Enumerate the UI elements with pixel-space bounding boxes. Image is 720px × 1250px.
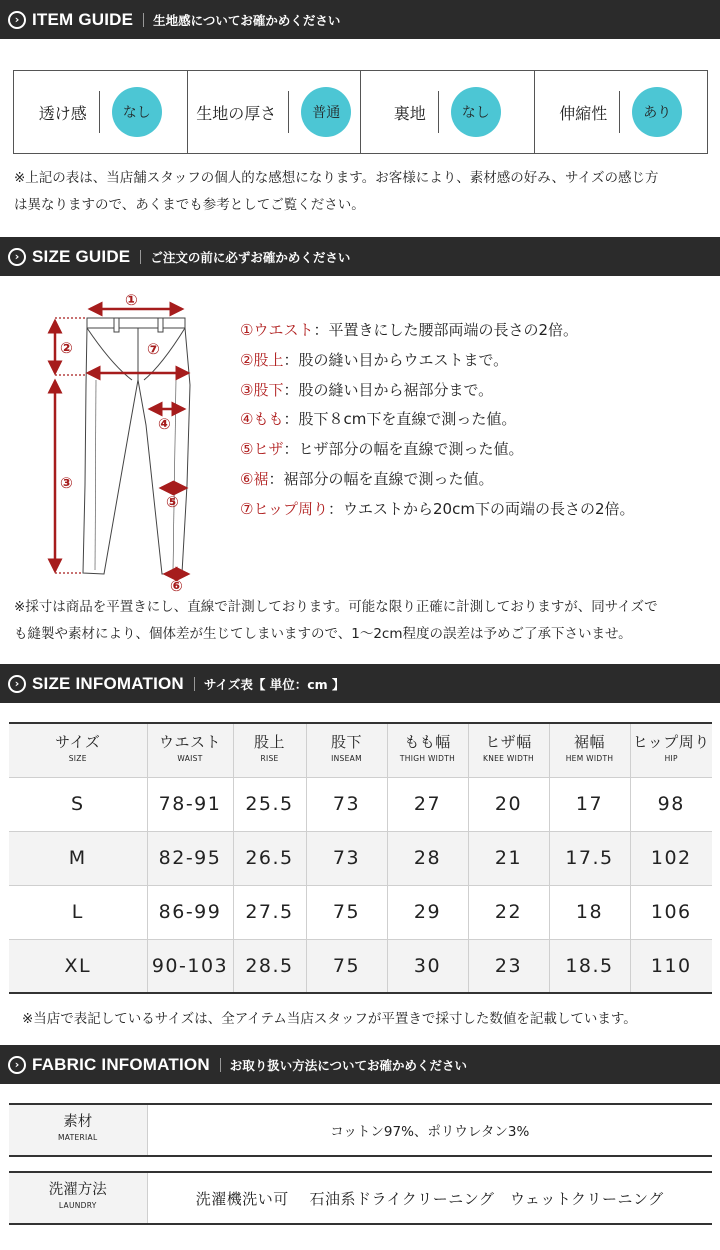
item-guide-header bbox=[0, 0, 720, 39]
chevron-right-icon: › bbox=[8, 248, 26, 266]
section-title: ITEM GUIDE bbox=[32, 9, 134, 29]
pants-measurement-diagram bbox=[40, 285, 210, 595]
table-header-row bbox=[9, 723, 712, 777]
laundry-label: 洗濯方法 LAUNDRY bbox=[9, 1172, 147, 1224]
header-cell: 股上 RISE bbox=[233, 723, 306, 777]
guide-label: 透け感 bbox=[38, 103, 87, 123]
section-subtitle: お取り扱い方法についてお確かめください bbox=[229, 1057, 468, 1073]
legend-item-hip: ⑦ヒップ周り：ウエストから20cm下の両端の長さの2倍。 bbox=[240, 499, 635, 518]
section-title: SIZE INFOMATION bbox=[32, 673, 184, 693]
section-title: SIZE GUIDE bbox=[32, 246, 131, 266]
pants-outline bbox=[83, 318, 190, 574]
guide-cell-lining bbox=[361, 71, 535, 153]
marker-3: ③ bbox=[60, 474, 73, 492]
header-cell: ヒザ幅 KNEE WIDTH bbox=[468, 723, 549, 777]
table-row: S 78-91 25.5 73 27 20 17 98 bbox=[9, 777, 712, 831]
guide-cell-transparency bbox=[14, 71, 188, 153]
legend-item-rise: ②股上：股の縫い目からウエストまで。 bbox=[240, 350, 509, 369]
divider bbox=[99, 91, 100, 133]
section-title: FABRIC INFOMATION bbox=[32, 1054, 210, 1074]
section-subtitle: サイズ表【 単位：cm 】 bbox=[203, 676, 345, 692]
legend-item-knee: ⑤ヒザ：ヒザ部分の幅を直線で測った値。 bbox=[240, 440, 524, 459]
divider bbox=[194, 677, 195, 691]
material-label: 素材 MATERIAL bbox=[9, 1104, 147, 1156]
fabric-info-header bbox=[0, 1045, 720, 1084]
legend-item-waist: ①ウエスト：平置きにした腰部両端の長さの2倍。 bbox=[240, 321, 579, 339]
divider bbox=[288, 91, 289, 133]
table-row bbox=[9, 1104, 712, 1156]
guide-label: 生地の厚さ bbox=[196, 103, 277, 123]
chevron-right-icon: › bbox=[8, 11, 26, 29]
table-row: L 86-99 27.5 75 29 22 18 106 bbox=[9, 885, 712, 939]
chevron-right-icon: › bbox=[8, 675, 26, 693]
header-cell: 裾幅 HEM WIDTH bbox=[549, 723, 630, 777]
guide-label: 伸縮性 bbox=[559, 103, 608, 123]
size-guide-note: ※採寸は商品を平置きにし、直線で計測しております。可能な限り正確に計測しておりますが、同サイズで も縫製や素材により、個体差が生じてしまいますので、1〜2cm程度の誤差は予めご了承下さいませ。 bbox=[14, 599, 658, 642]
guide-label: 裏地 bbox=[393, 103, 426, 123]
divider bbox=[220, 1058, 221, 1072]
section-subtitle: ご注文の前に必ずお確かめください bbox=[150, 249, 351, 265]
material-value: コットン97%、ポリウレタン3% bbox=[147, 1104, 712, 1156]
guide-cell-thickness bbox=[188, 71, 362, 153]
divider bbox=[143, 13, 144, 27]
size-guide-legend bbox=[240, 316, 635, 525]
header-cell: 股下 INSEAM bbox=[306, 723, 387, 777]
legend-item-hem: ⑥裾：裾部分の幅を直線で測った値。 bbox=[240, 469, 494, 488]
marker-1: ① bbox=[125, 291, 138, 309]
table-row: M 82-95 26.5 73 28 21 17.5 102 bbox=[9, 831, 712, 885]
table-row: XL 90-103 28.5 75 30 23 18.5 110 bbox=[9, 939, 712, 993]
marker-4: ④ bbox=[158, 415, 171, 433]
divider bbox=[438, 91, 439, 133]
size-info-header bbox=[0, 664, 720, 703]
material-table bbox=[9, 1103, 712, 1157]
section-subtitle: 生地感についてお確かめください bbox=[153, 12, 341, 28]
header-cell: もも幅 THIGH WIDTH bbox=[387, 723, 468, 777]
size-guide-header bbox=[0, 237, 720, 276]
marker-2: ② bbox=[60, 339, 73, 357]
header-cell: ヒップ周り HIP bbox=[630, 723, 712, 777]
item-guide-table bbox=[13, 70, 708, 154]
marker-6: ⑥ bbox=[170, 577, 183, 595]
header-cell: サイズ SIZE bbox=[9, 723, 147, 777]
guide-value-badge: なし bbox=[112, 87, 162, 137]
laundry-value: 洗濯機洗い可 石油系ドライクリーニング ウェットクリーニング bbox=[147, 1172, 712, 1224]
size-info-note: ※当店で表記しているサイズは、全アイテム当店スタッフが平置きで採寸した数値を記載しています。 bbox=[22, 1011, 637, 1027]
guide-cell-stretch bbox=[535, 71, 708, 153]
guide-value-badge: あり bbox=[632, 87, 682, 137]
guide-value-badge: なし bbox=[451, 87, 501, 137]
header-cell: ウエスト WAIST bbox=[147, 723, 233, 777]
marker-5: ⑤ bbox=[166, 493, 179, 511]
laundry-table bbox=[9, 1171, 712, 1225]
size-table bbox=[9, 722, 712, 994]
divider bbox=[619, 91, 620, 133]
table-row bbox=[9, 1172, 712, 1224]
marker-7: ⑦ bbox=[147, 340, 160, 358]
legend-item-thigh: ④もも：股下８cm下を直線で測った値。 bbox=[240, 410, 517, 429]
legend-item-inseam: ③股下：股の縫い目から裾部分まで。 bbox=[240, 380, 494, 399]
divider bbox=[140, 250, 141, 264]
item-guide-note: ※上記の表は、当店舗スタッフの個人的な感想になります。お客様により、素材感の好み、サイズの感じ方 は異なりますので、あくまでも参考としてご覧ください。 bbox=[14, 170, 659, 213]
chevron-right-icon: › bbox=[8, 1056, 26, 1074]
guide-value-badge: 普通 bbox=[301, 87, 351, 137]
